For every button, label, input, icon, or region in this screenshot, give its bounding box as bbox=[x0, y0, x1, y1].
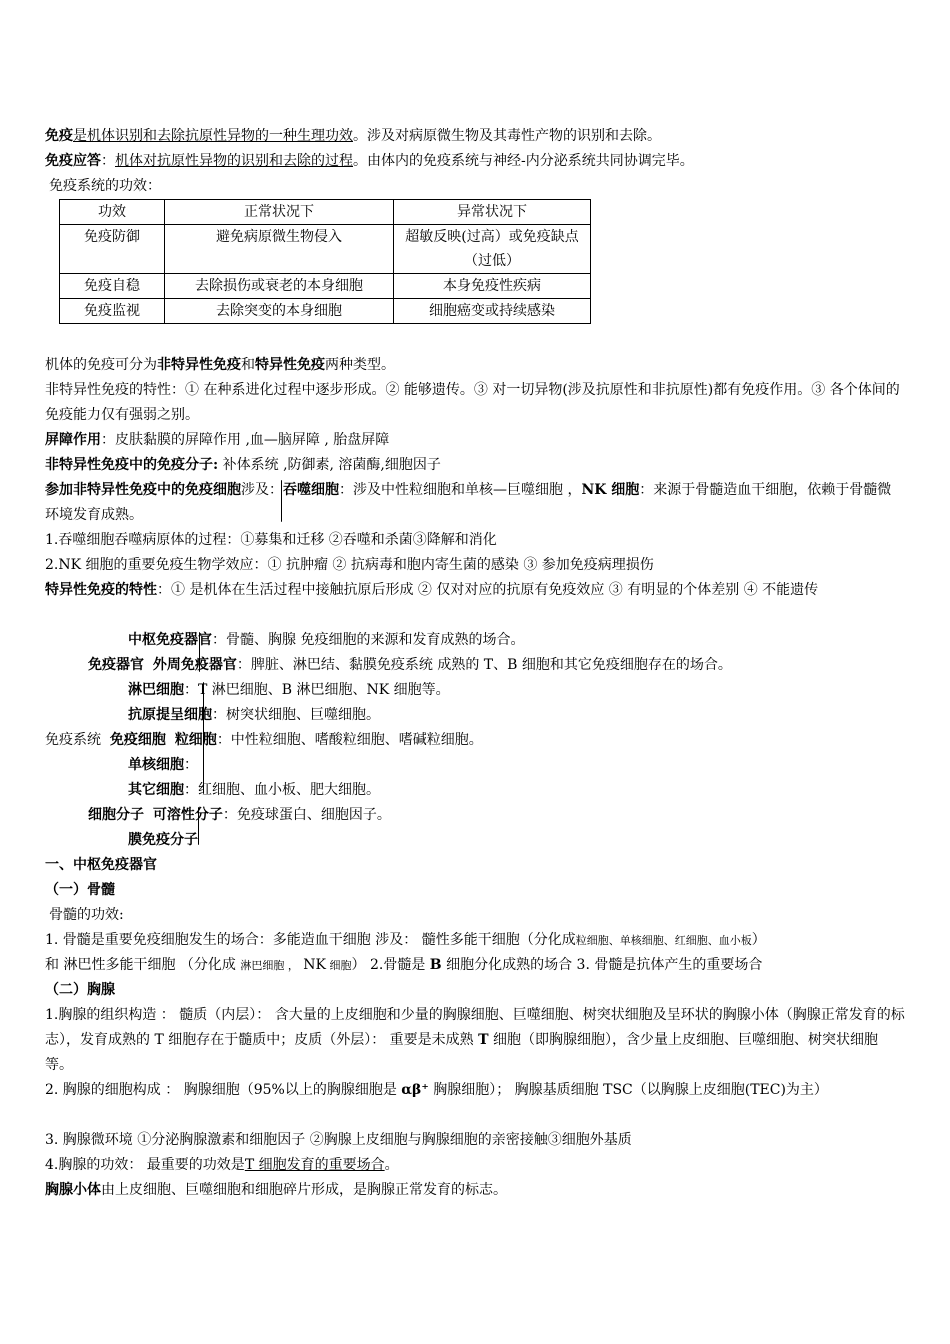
term-specific-traits: 特异性免疫的特性 bbox=[45, 582, 157, 598]
table-cell: 免疫防御 bbox=[60, 225, 165, 274]
text: 细胞 bbox=[326, 959, 352, 972]
text: ） bbox=[751, 932, 766, 948]
text: ：免疫球蛋白、细胞因子。 bbox=[222, 807, 391, 823]
subsection-thymus bbox=[45, 978, 905, 1003]
text: αβ⁺ bbox=[401, 1082, 429, 1098]
intro-immunity bbox=[45, 124, 905, 149]
text: 2. 胸腺的细胞构成 ： 胸腺细胞（95%以上的胸腺细胞是 bbox=[45, 1082, 402, 1098]
response-definition: 机体对抗原性异物的识别和去除的过程 bbox=[115, 153, 353, 169]
text: 和 淋巴性多能干细胞 （分化成 bbox=[45, 957, 241, 973]
membrane-molecules bbox=[128, 828, 950, 853]
thymus-p2 bbox=[45, 1078, 905, 1103]
table-header: 正常状况下 bbox=[165, 200, 394, 225]
text: 淋巴细胞 ， bbox=[240, 959, 299, 972]
heading: （二）胸腺 bbox=[45, 982, 115, 998]
text: ） 2.骨髓是 bbox=[351, 957, 430, 973]
immune-function-table bbox=[59, 199, 591, 324]
brace-cells bbox=[203, 682, 204, 794]
text: ：来源于骨髓造血干细胞，依赖于骨髓微环境发育成熟。 bbox=[45, 482, 892, 523]
term-nk: NK 细胞 bbox=[581, 482, 640, 498]
apc bbox=[128, 703, 950, 728]
text: 和 bbox=[241, 357, 255, 373]
text: ：涉及中性粒细胞和单核—巨噬细胞 ， bbox=[339, 482, 582, 498]
text: 粒细胞、单核细胞、红细胞、血小板 bbox=[575, 934, 752, 947]
label-immune-organ: 免疫器官 bbox=[88, 657, 144, 673]
thymic-corpuscle bbox=[45, 1178, 905, 1203]
label-immune-cells: 免疫细胞 bbox=[109, 732, 166, 748]
bone-marrow-p1 bbox=[45, 928, 905, 953]
immune-system-cells bbox=[45, 728, 905, 753]
text: T 细胞发育的重要场合 bbox=[244, 1157, 385, 1173]
text: ：脾脏、淋巴结、黏膜免疫系统 成熟的 T、B 细胞和其它免疫细胞存在的场合。 bbox=[236, 657, 732, 673]
table-row bbox=[60, 299, 591, 324]
central-organ bbox=[128, 628, 950, 653]
functions-title: 免疫系统的功效： bbox=[49, 178, 161, 194]
specific-traits bbox=[45, 578, 905, 603]
soluble-molecules bbox=[88, 803, 948, 828]
label-cell-molecules: 细胞分子 bbox=[88, 807, 144, 823]
term-barrier: 屏障作用 bbox=[45, 432, 101, 448]
phagocyte-process: 1.吞噬细胞吞噬病原体的过程：①募集和迁移 ②吞噬和杀菌③降解和消化 bbox=[45, 532, 497, 548]
text: 4.胸腺的功效： 最重要的功效是 bbox=[45, 1157, 245, 1173]
text: ： bbox=[184, 757, 198, 773]
term-lymphocyte: 淋巴细胞 bbox=[128, 682, 184, 698]
text: NK bbox=[298, 957, 327, 973]
table-header: 功效 bbox=[60, 200, 165, 225]
term-soluble: 可溶性分子 bbox=[152, 807, 223, 823]
nonspecific-traits: 非特异性免疫的特性：① 在种系进化过程中逐步形成。② 能够遗传。③ 对一切异物(涉及抗原性和非抗原性)都有免疫作用。③ 各个体间的免疫能力仅有强弱之别。 bbox=[45, 382, 900, 423]
table-row bbox=[60, 225, 591, 274]
term-phagocyte: 吞噬细胞 bbox=[283, 482, 339, 498]
monocyte bbox=[128, 753, 950, 778]
barrier-line bbox=[45, 428, 905, 453]
term-specific: 特异性免疫 bbox=[255, 357, 325, 373]
text: 1.胸腺的组织构造 ： 髓质（内层）： 含大量的上皮细胞和少量的胸腺细胞、巨噬细胞、树突状细胞及呈环状的胸腺小体（胸腺正常发育的标志），发育成熟的 T 细胞存在于髓质中；皮质（外层）： 重要是未成熟 bbox=[45, 1007, 905, 1048]
intro-response bbox=[45, 149, 905, 174]
heading: 一、中枢免疫器官 bbox=[45, 857, 157, 873]
term-nonspecific: 非特异性免疫 bbox=[157, 357, 241, 373]
term-immunity: 免疫 bbox=[45, 128, 73, 144]
text: 1. 骨髓是重要免疫细胞发生的场合：多能造血干细胞 涉及： 髓性多能干细胞（分化成 bbox=[45, 932, 576, 948]
text: 由上皮细胞、巨噬细胞和细胞碎片形成，是胸腺正常发育的标志。 bbox=[101, 1182, 507, 1198]
table-cell: 本身免疫性疾病 bbox=[394, 274, 591, 299]
term-cells: 参加非特异性免疫中的免疫细胞 bbox=[45, 482, 241, 498]
table-cell: 细胞癌变或持续感染 bbox=[394, 299, 591, 324]
immunity-types bbox=[45, 353, 905, 378]
text: ：中性粒细胞、嗜酸粒细胞、嗜碱粒细胞。 bbox=[216, 732, 483, 748]
term-apc: 抗原提呈细胞 bbox=[128, 707, 212, 723]
term-other-cells: 其它细胞 bbox=[128, 782, 184, 798]
bone-marrow-p2 bbox=[45, 953, 905, 978]
text: 细胞（即胸腺细胞），含少量上皮细胞、巨噬细胞、树突状细胞等。 bbox=[45, 1032, 879, 1073]
text: ：树突状细胞、巨噬细胞。 bbox=[212, 707, 380, 723]
nk-effects: 2.NK 细胞的重要免疫生物学效应：① 抗肿瘤 ② 抗病毒和胞内寄生菌的感染 ③ 参加免疫病理损伤 bbox=[45, 557, 654, 573]
term-response: 免疫应答 bbox=[45, 153, 101, 169]
subsection-bone-marrow bbox=[45, 878, 905, 903]
term-central: 中枢免疫器官 bbox=[128, 632, 212, 648]
text: 。 bbox=[384, 1157, 399, 1173]
text: 涉及： bbox=[241, 482, 283, 498]
text: 两种类型。 bbox=[325, 357, 395, 373]
table-cell: 去除损伤或衰老的本身细胞 bbox=[165, 274, 394, 299]
term-thymic-corpuscle: 胸腺小体 bbox=[45, 1182, 101, 1198]
table-cell: 免疫自稳 bbox=[60, 274, 165, 299]
text: T bbox=[478, 1032, 489, 1048]
table-cell: 超敏反映(过高）或免疫缺点（过低） bbox=[394, 225, 591, 274]
brace-line bbox=[281, 480, 282, 522]
term-granulocyte: 粒细胞 bbox=[174, 732, 217, 748]
table-header: 异常状况下 bbox=[394, 200, 591, 225]
text: 胸腺细胞）； 胸腺基质细胞 TSC（以胸腺上皮细胞(TEC)为主） bbox=[428, 1082, 828, 1098]
nonspecific-molecules bbox=[45, 453, 905, 478]
bone-marrow-function-title: 骨髓的功效: bbox=[49, 907, 124, 923]
thymus-p4 bbox=[45, 1153, 905, 1178]
text: 补体系统 ,防御素, 溶菌酶,细胞因子 bbox=[218, 457, 441, 473]
colon: ： bbox=[101, 153, 115, 169]
text: ：红细胞、血小板、肥大细胞。 bbox=[184, 782, 380, 798]
peripheral-organ bbox=[88, 653, 948, 678]
text: 细胞分化成熟的场合 3. 骨髓是抗体产生的重要场合 bbox=[441, 957, 763, 973]
nonspecific-cells bbox=[45, 478, 905, 528]
immunity-rest: 。涉及对病原微生物及其毒性产物的识别和去除。 bbox=[353, 128, 661, 144]
text: B bbox=[429, 957, 442, 973]
label-immune-system: 免疫系统 bbox=[45, 732, 101, 748]
brace-organ bbox=[199, 632, 200, 672]
immunity-definition: 是机体识别和去除抗原性异物的一种生理功效 bbox=[73, 128, 353, 144]
thymus-p1 bbox=[45, 1003, 905, 1078]
table-cell: 免疫监视 bbox=[60, 299, 165, 324]
text: 机体的免疫可分为 bbox=[45, 357, 157, 373]
table-cell: 避免病原微生物侵入 bbox=[165, 225, 394, 274]
text: ：骨髓、胸腺 免疫细胞的来源和发育成熟的场合。 bbox=[212, 632, 525, 648]
text: ：皮肤黏膜的屏障作用 ,血—脑屏障 , 胎盘屏障 bbox=[101, 432, 390, 448]
table-row bbox=[60, 274, 591, 299]
table-cell: 去除突变的本身细胞 bbox=[165, 299, 394, 324]
term-peripheral: 外周免疫器官 bbox=[152, 657, 237, 673]
term-membrane: 膜免疫分子 bbox=[128, 832, 198, 848]
term-molecules: 非特异性免疫中的免疫分子: bbox=[45, 457, 219, 473]
lymphocyte bbox=[128, 678, 950, 703]
term-monocyte: 单核细胞 bbox=[128, 757, 184, 773]
other-cells bbox=[128, 778, 950, 803]
text: ：① 是机体在生活过程中接触抗原后形成 ② 仅对对应的抗原有免疫效应 ③ 有明显的个体差别 ④ 不能遗传 bbox=[157, 582, 819, 598]
thymus-p3: 3. 胸腺微环境 ①分泌胸腺激素和细胞因子 ②胸腺上皮细胞与胸腺细胞的亲密接触③细胞外基质 bbox=[45, 1132, 632, 1148]
response-rest: 。由体内的免疫系统与神经-内分泌系统共同协调完毕。 bbox=[353, 153, 694, 169]
brace-molecules bbox=[198, 807, 199, 845]
text: ：T 淋巴细胞、B 淋巴细胞、NK 细胞等。 bbox=[184, 682, 450, 698]
heading: （一）骨髓 bbox=[45, 882, 115, 898]
table-header-row bbox=[60, 200, 591, 225]
section-title bbox=[45, 853, 905, 878]
